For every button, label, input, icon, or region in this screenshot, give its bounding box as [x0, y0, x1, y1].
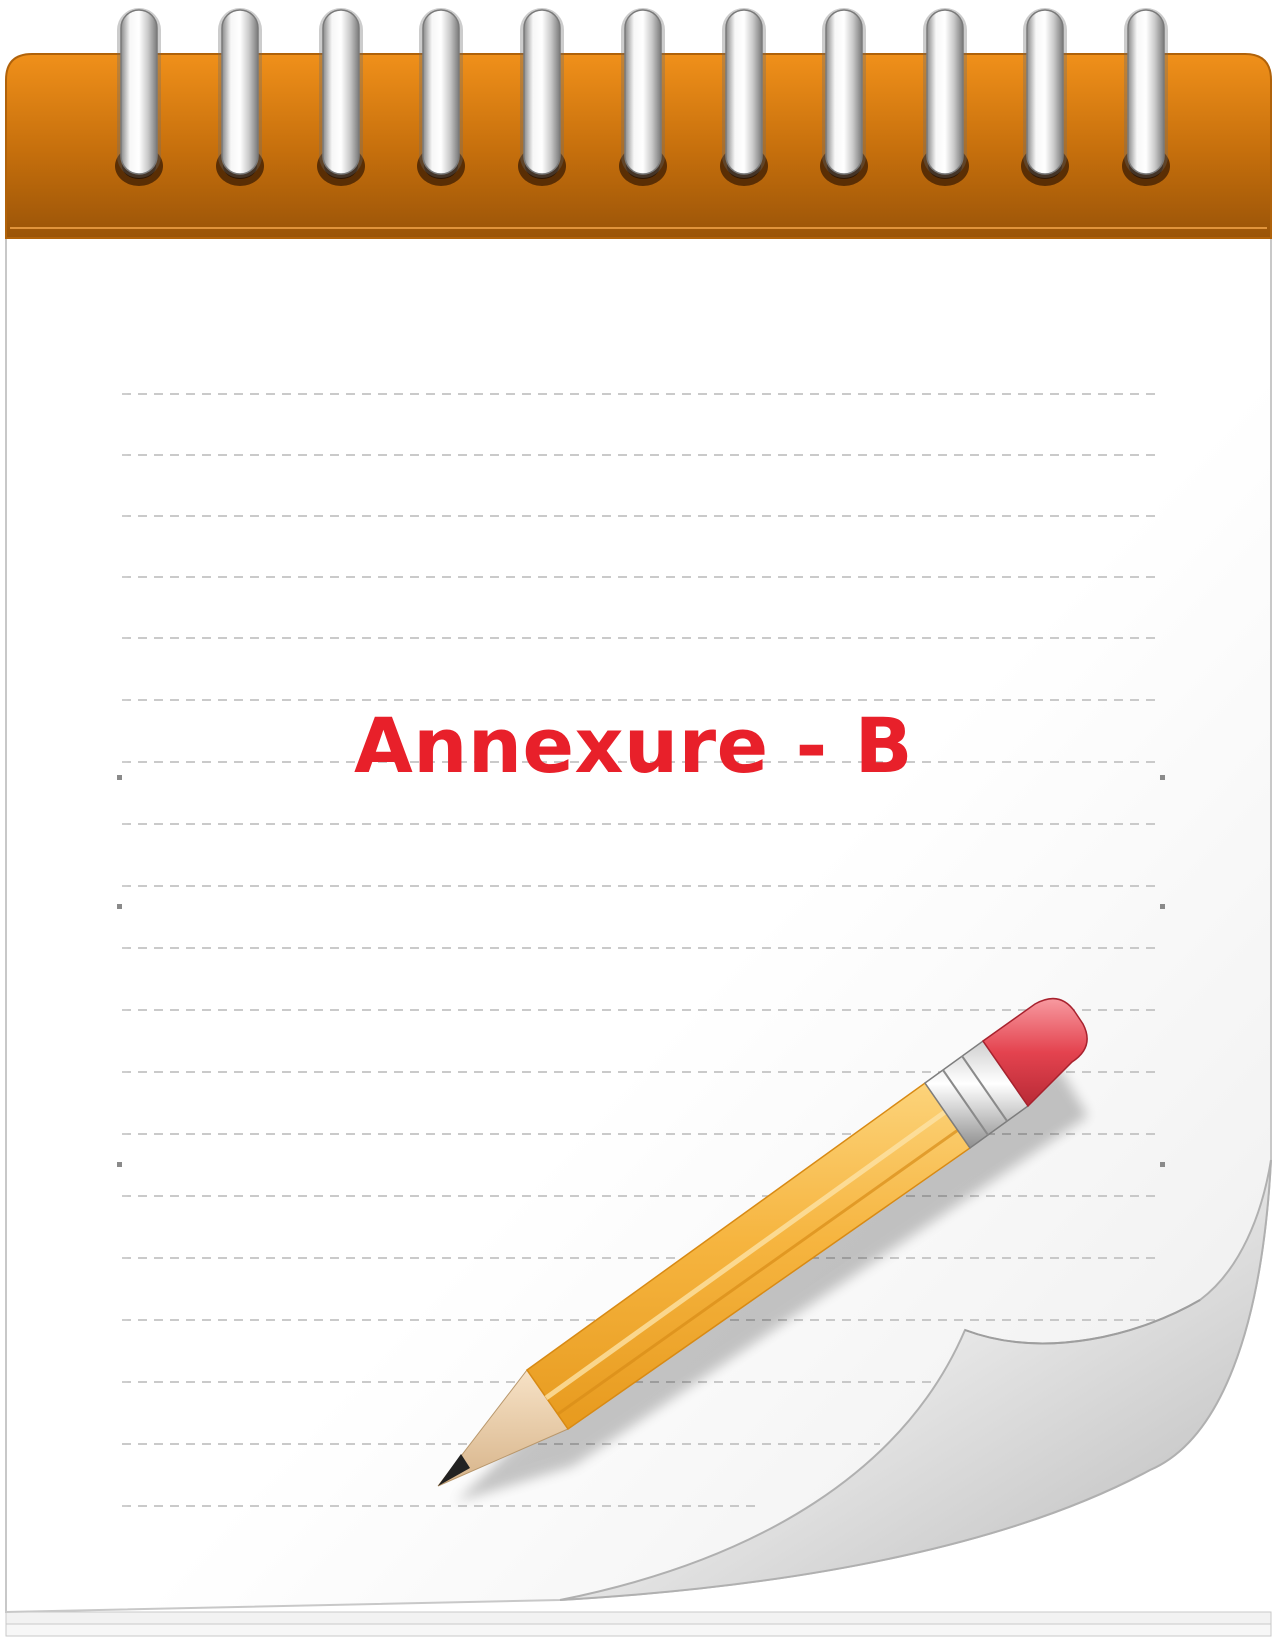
- spiral-ring-icon: [820, 8, 868, 186]
- spiral-ring-icon: [417, 8, 465, 186]
- spiral-ring-icon: [619, 8, 667, 186]
- spiral-ring-icon: [317, 8, 365, 186]
- page-title: Annexure - B: [353, 701, 914, 790]
- spiral-ring-icon: [115, 8, 163, 186]
- spiral-ring-icon: [216, 8, 264, 186]
- spiral-ring-icon: [720, 8, 768, 186]
- spiral-ring-icon: [921, 8, 969, 186]
- spiral-ring-icon: [1122, 8, 1170, 186]
- spiral-ring-icon: [518, 8, 566, 186]
- page-stack-edges: [6, 1612, 1271, 1636]
- spiral-ring-icon: [1021, 8, 1069, 186]
